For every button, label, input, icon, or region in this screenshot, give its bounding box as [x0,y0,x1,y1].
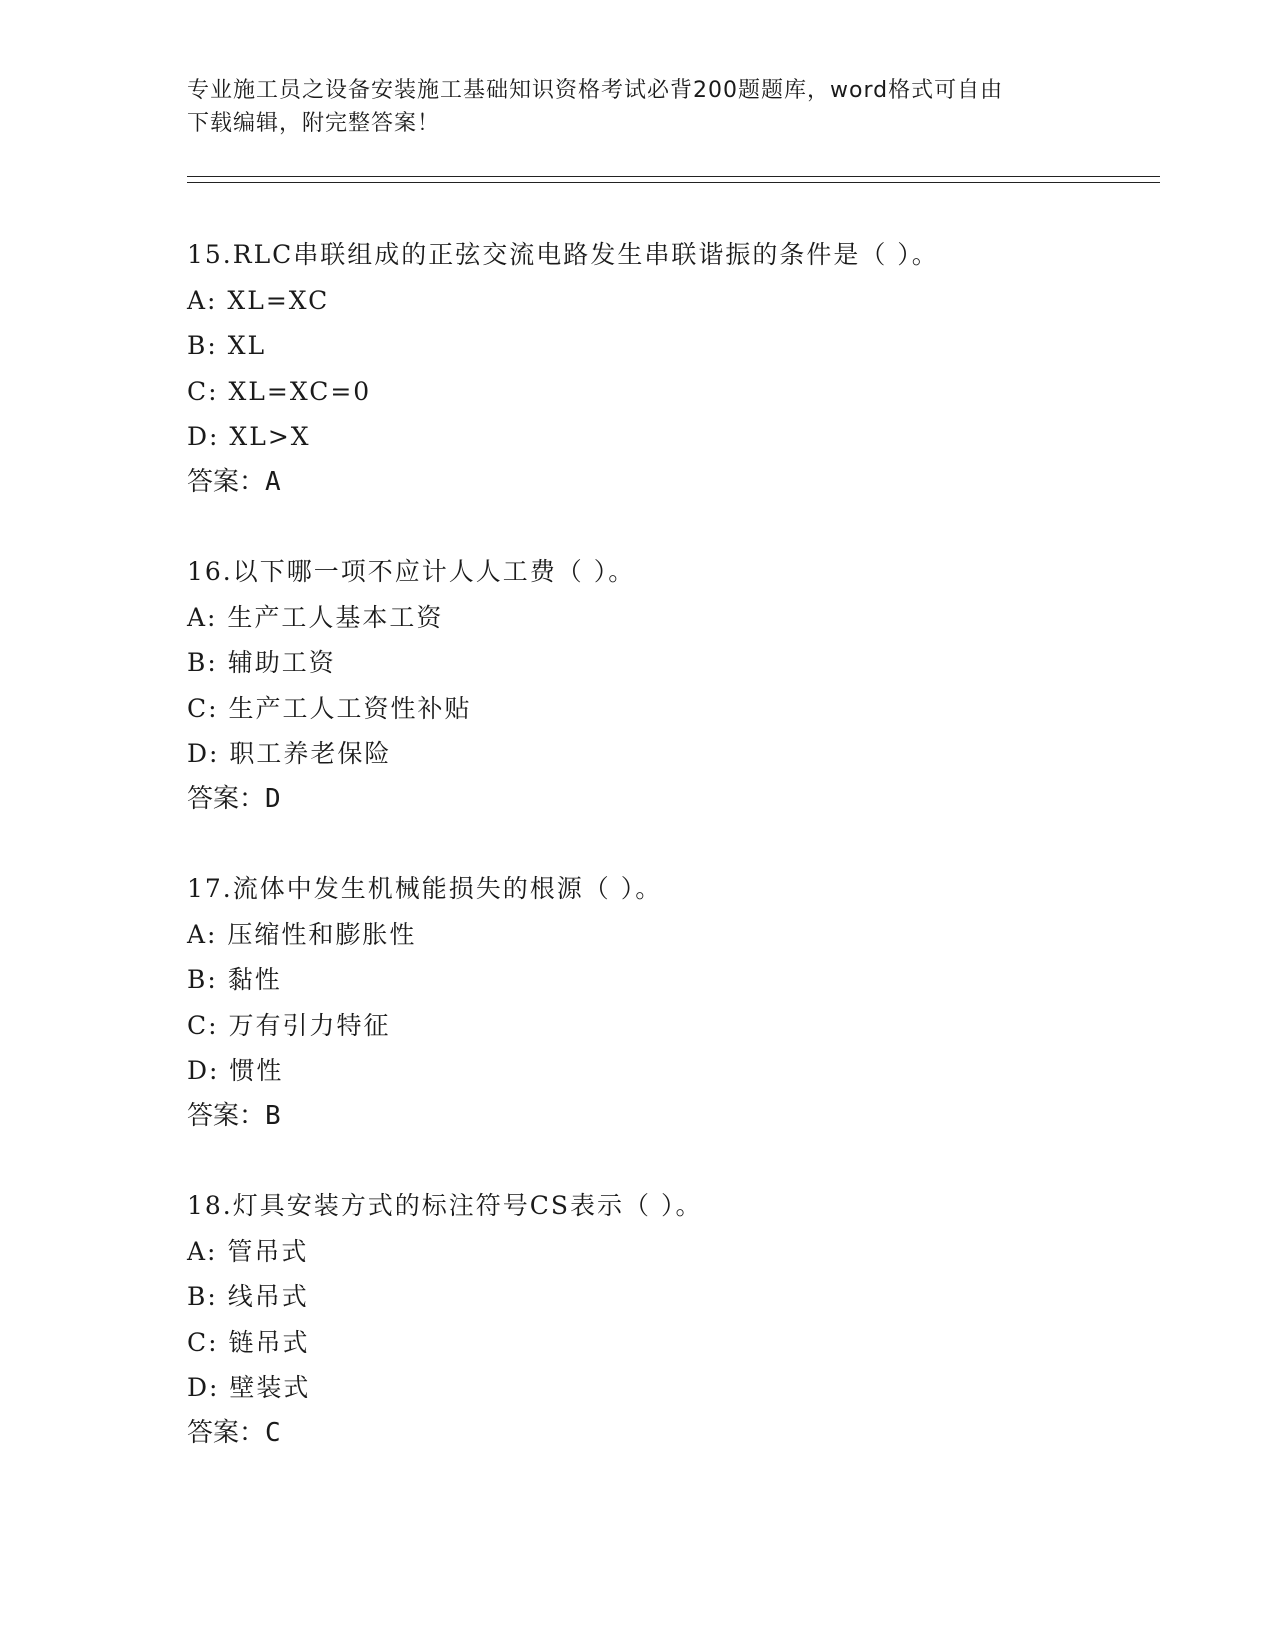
question-18 [187,1183,1147,1456]
question-15 [187,232,1147,505]
header-line-2: 下载编辑，附完整答案！ [187,111,441,136]
option-d: D: 职工养老保险 [187,739,392,768]
option-c: C: 链吊式 [187,1327,310,1357]
document-header [187,74,1067,140]
question-16 [187,549,1147,822]
question-stem: 15.RLC串联组成的正弦交流电路发生串联谐振的条件是（ ）。 [187,240,939,269]
option-a: A: 管吊式 [187,1236,309,1266]
option-c: C: 万有引力特征 [187,1010,391,1040]
question-stem: 18.灯具安装方式的标注符号CS表示（ ）。 [187,1191,703,1220]
option-b: B: 辅助工资 [187,648,336,677]
option-d: D: 壁装式 [187,1373,311,1402]
option-b: B: 黏性 [187,965,282,994]
option-a: A: 生产工人基本工资 [187,602,444,632]
header-divider-bottom [187,182,1160,183]
question-stem: 17.流体中发生机械能损失的根源（ ）。 [187,874,663,903]
header-line-1: 专业施工员之设备安装施工基础知识资格考试必背200题题库，word格式可自由 [187,78,1004,103]
answer: 答案：B [187,1100,281,1131]
option-d: D: 惯性 [187,1056,284,1085]
option-c: C: 生产工人工资性补贴 [187,693,472,723]
answer: 答案：D [187,783,281,814]
option-b: B: 线吊式 [187,1282,309,1311]
option-c: C: XL=XC=0 [187,376,372,406]
question-stem: 16.以下哪一项不应计人人工费（ ）。 [187,557,636,586]
option-d: D: XL>X [187,422,311,451]
header-divider-top [187,176,1160,177]
answer: 答案：A [187,466,281,497]
option-a: A: 压缩性和膨胀性 [187,919,417,949]
answer: 答案：C [187,1417,281,1448]
option-b: B: XL [187,331,267,360]
question-17 [187,866,1147,1139]
option-a: A: XL=XC [187,285,330,315]
